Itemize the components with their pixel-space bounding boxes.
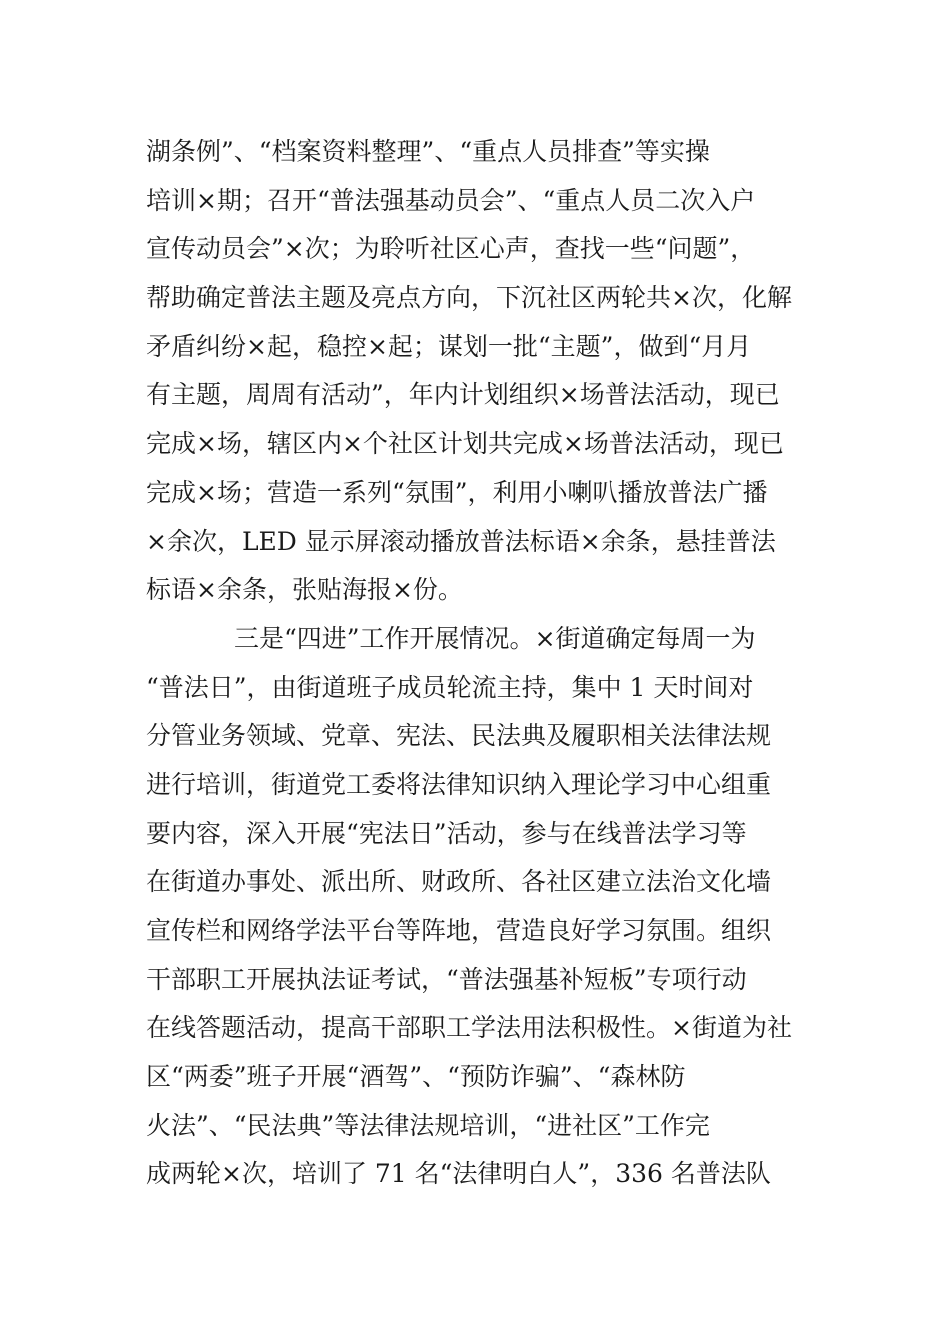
text-line: 有主题，周周有活动”，年内计划组织×场普法活动，现已 bbox=[146, 380, 780, 410]
text-line: 帮助确定普法主题及亮点方向，下沉社区两轮共×次，化解 bbox=[146, 283, 792, 313]
text-line: 火法”、“民法典”等法律法规培训，“进社区”工作完 bbox=[146, 1110, 710, 1140]
text-line: 宣传栏和网络学法平台等阵地，营造良好学习氛围。组织 bbox=[146, 916, 772, 945]
text-line: “普法日”，由街道班子成员轮流主持，集中 1 天时间对 bbox=[146, 672, 754, 702]
text-line: 完成×场；营造一系列“氛围”，利用小喇叭播放普法广播 bbox=[146, 477, 768, 507]
paragraph-2 bbox=[146, 615, 816, 1199]
text-line: 成两轮×次，培训了 71 名“法律明白人”，336 名普法队 bbox=[146, 1159, 771, 1189]
text-line: 干部职工开展执法证考试，“普法强基补短板”专项行动 bbox=[146, 964, 747, 994]
text-line: 在街道办事处、派出所、财政所、各社区建立法治文化墙 bbox=[146, 867, 772, 897]
text-line: 湖条例”、“档案资料整理”、“重点人员排查”等实操 bbox=[146, 137, 710, 166]
paragraph-1 bbox=[146, 128, 816, 615]
document-body bbox=[146, 128, 816, 1199]
text-line: 培训×期；召开“普法强基动员会”、“重点人员二次入户 bbox=[146, 185, 756, 215]
text-line: 在线答题活动，提高干部职工学法用法积极性。×街道为社 bbox=[146, 1013, 792, 1043]
text-line: 要内容，深入开展“宪法日”活动，参与在线普法学习等 bbox=[146, 818, 747, 848]
text-line: 完成×场，辖区内×个社区计划共完成×场普法活动，现已 bbox=[146, 429, 784, 459]
text-line: ×余次，LED 显示屏滚动播放普法标语×余条，悬挂普法 bbox=[146, 526, 776, 556]
text-line: 宣传动员会”×次；为聆听社区心声，查找一些“问题”， bbox=[146, 234, 756, 264]
text-line: 标语×余条，张贴海报×份。 bbox=[146, 575, 463, 605]
text-line: 三是“四进”工作开展情况。×街道确定每周一为 bbox=[234, 623, 756, 653]
text-line: 区“两委”班子开展“酒驾”、“预防诈骗”、“森林防 bbox=[146, 1062, 686, 1092]
text-line: 矛盾纠纷×起，稳控×起；谋划一批“主题”，做到“月月 bbox=[146, 331, 752, 361]
text-line: 进行培训，街道党工委将法律知识纳入理论学习中心组重 bbox=[146, 769, 772, 799]
text-line: 分管业务领域、党章、宪法、民法典及履职相关法律法规 bbox=[146, 721, 772, 751]
